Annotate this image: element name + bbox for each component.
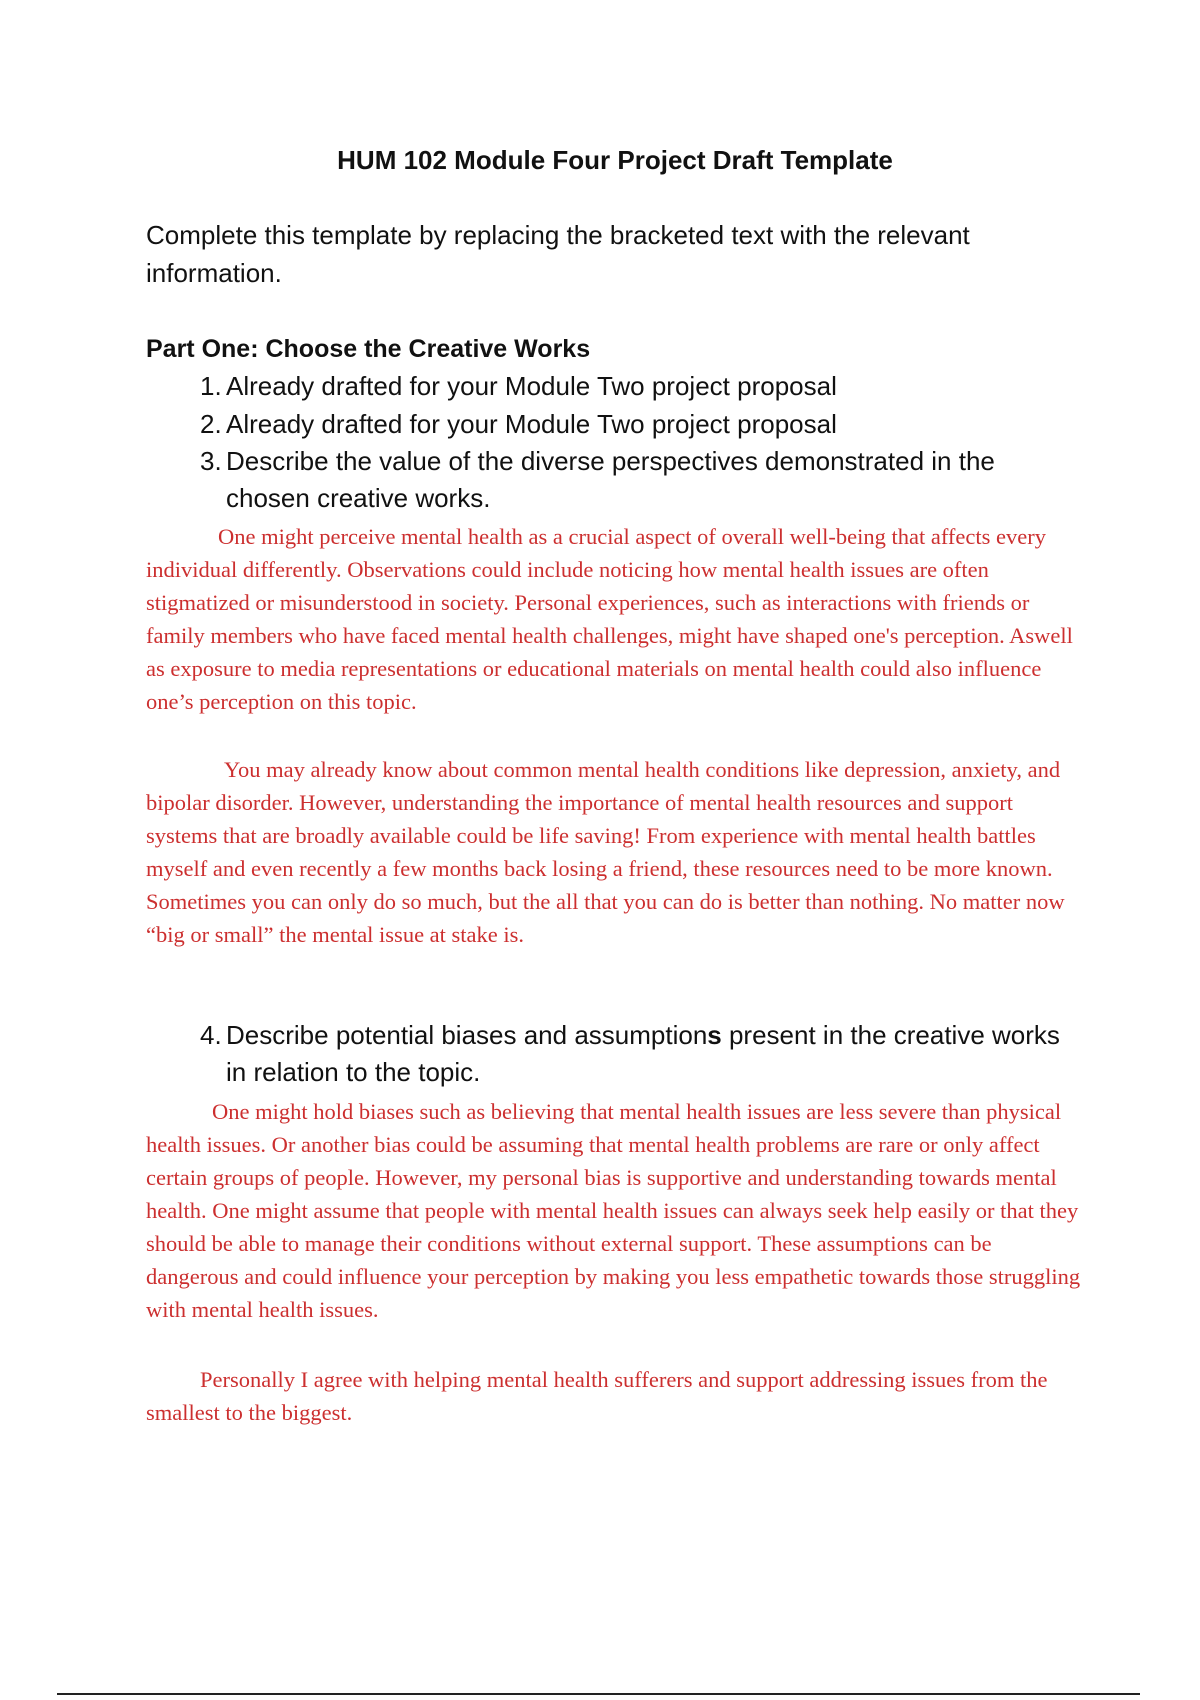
list-item-bold-char: s: [707, 1020, 722, 1050]
response-item3-paragraph-1: One might perceive mental health as a crucial aspect of overall well-being that affects every individual differently. Observations could include noticing how mental health issues are often stigmatized or misunderstood in society. Personal experiences, such as interactions with friends or family members who have faced mental health challenges, might have shaped one's perception. Aswell as exposure to media representations or educational materials on mental health could also influence one’s perception on this topic.: [146, 524, 1073, 714]
list-item-text-part: present in the creative works in relation to the topic.: [226, 1020, 1060, 1087]
list-item-text: Already drafted for your Module Two project proposal: [226, 371, 837, 401]
list-item-1: [200, 368, 1060, 405]
instructions-text: Complete this template by replacing the bracketed text with the relevant information.: [146, 220, 970, 288]
part-one-heading: Part One: Choose the Creative Works: [146, 335, 591, 363]
list-number: 1.: [200, 371, 222, 401]
list-item-3: [200, 443, 1060, 517]
response-item3-paragraph-2: You may already know about common mental health conditions like depression, anxiety, and bipolar disorder. However, understanding the importance of mental health resources and support systems that are broadly available could be life saving! From experience with mental health battles myself and even recently a few months back losing a friend, these resources need to be more known. Sometimes you can only do so much, but the all that you can do is better than nothing. No matter now “big or small” the mental issue at stake is.: [146, 757, 1065, 947]
list-number: 2.: [200, 409, 222, 439]
list-number: 3.: [200, 446, 222, 476]
response-item4-paragraph-2: Personally I agree with helping mental health sufferers and support addressing issues from the smallest to the biggest.: [146, 1367, 1048, 1425]
list-item-2: [200, 406, 1060, 443]
list-item-text: Already drafted for your Module Two project proposal: [226, 409, 837, 439]
document-title: HUM 102 Module Four Project Draft Template: [337, 145, 893, 175]
footer-divider: [57, 1693, 1140, 1695]
response-item4-paragraph-1: One might hold biases such as believing that mental health issues are less severe than physical health issues. Or another bias could be assuming that mental health problems are rare or only affect certain groups of people. However, my personal bias is supportive and understanding towards mental health. One might assume that people with mental health issues can always seek help easily or that they should be able to manage their conditions without external support. These assumptions can be dangerous and could influence your perception by making you less empathetic towards those struggling with mental health issues.: [146, 1099, 1081, 1322]
list-item-text-part: Describe potential biases and assumption: [226, 1020, 708, 1050]
list-item-text: Describe the value of the diverse perspectives demonstrated in the chosen creative works.: [226, 446, 995, 513]
list-item-text: [200, 1017, 1060, 1091]
list-number: 4.: [200, 1020, 222, 1050]
list-item-4: [200, 1017, 1060, 1091]
